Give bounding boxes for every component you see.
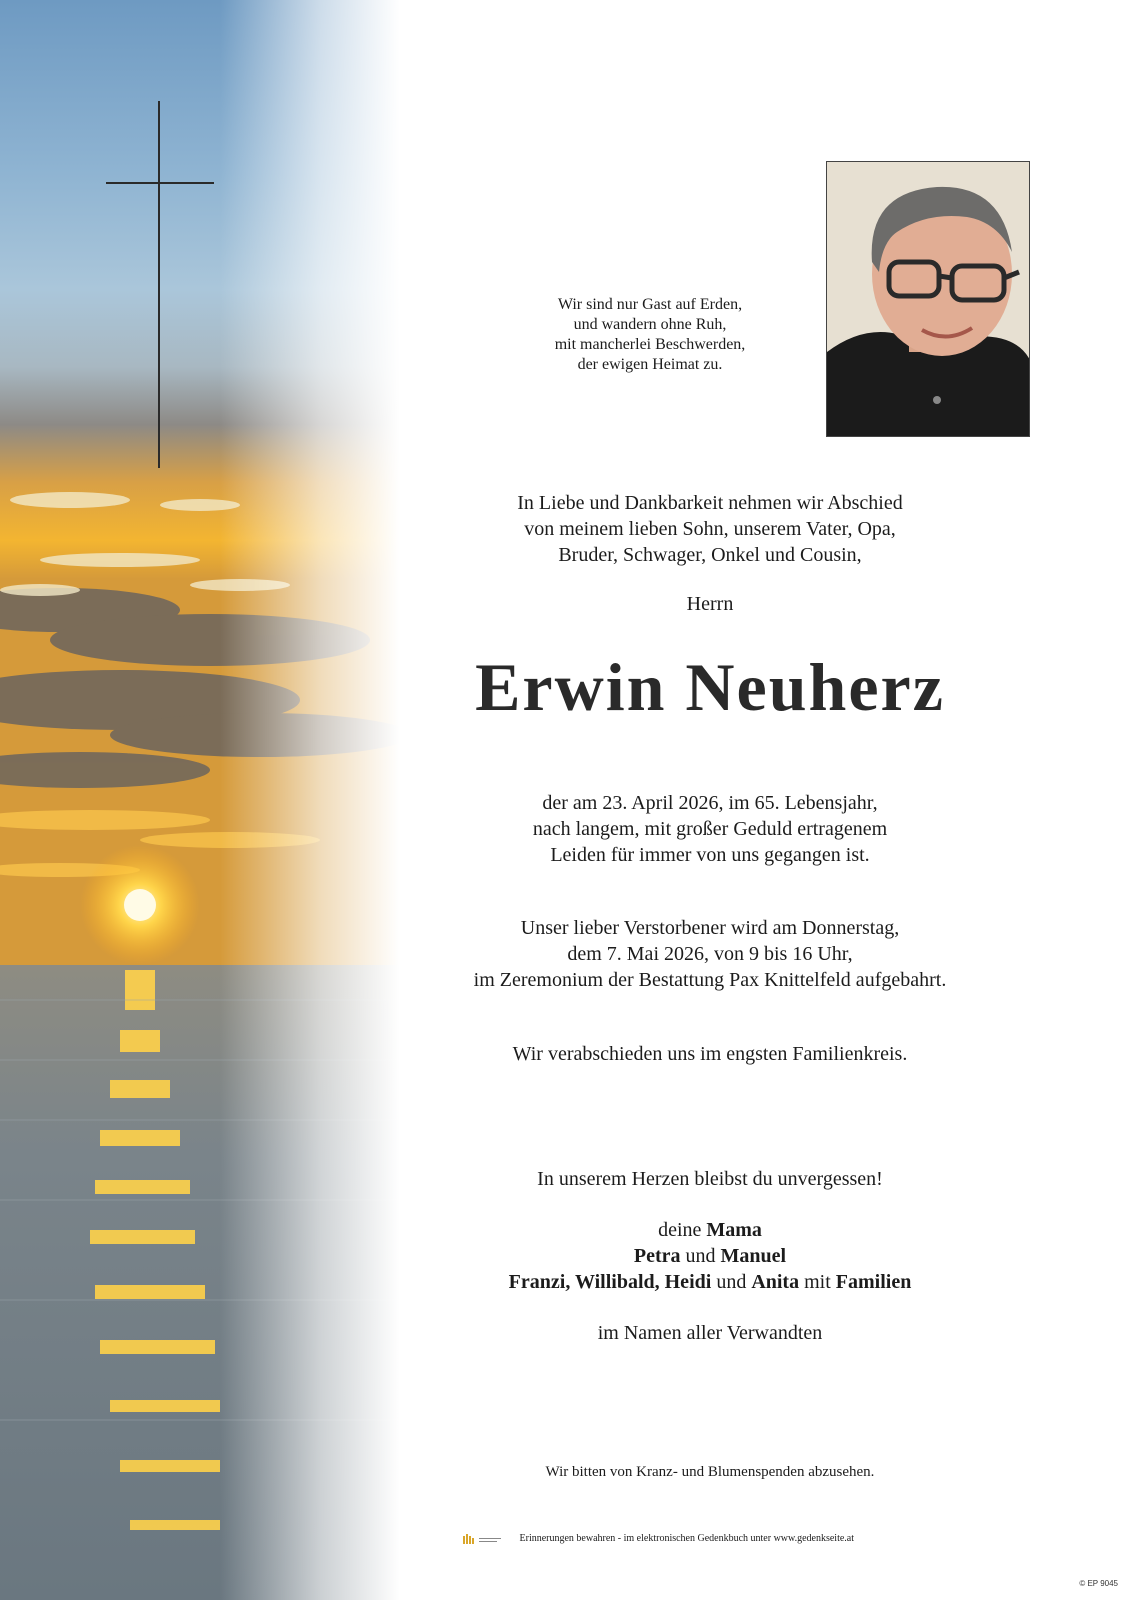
poem-line: Wir sind nur Gast auf Erden, — [557, 296, 743, 313]
sunset-sea-image — [0, 0, 400, 1600]
poem-verse — [500, 295, 800, 375]
intro-line: von meinem lieben Sohn, unserem Vater, Opa, — [524, 518, 896, 540]
footer-text: Erinnerungen bewahren - im elektronischen Gedenkbuch unter www.gedenkseite.at — [519, 1533, 855, 1544]
mourner-connector: und — [680, 1245, 721, 1267]
portrait-photo — [826, 161, 1030, 437]
death-line: nach langem, mit großer Geduld ertragenem — [532, 818, 888, 840]
mourner-line — [420, 1243, 1000, 1269]
mourner-line — [420, 1217, 1000, 1243]
poem-line: und wandern ohne Ruh, — [573, 316, 727, 333]
death-line: Leiden für immer von uns gegangen ist. — [550, 844, 870, 866]
farewell-text: Wir verabschieden uns im engsten Familienkreis. — [512, 1043, 908, 1065]
cross-icon-bar — [106, 182, 214, 184]
viewing-line: im Zeremonium der Bestattung Pax Knittelfeld aufgebahrt. — [473, 969, 947, 991]
document-code: © EP 9045 — [1079, 1579, 1118, 1588]
mourner-prefix: deine — [658, 1219, 707, 1241]
salutation: Herrn — [686, 593, 734, 615]
mourner-connector: mit — [799, 1271, 836, 1293]
remembrance-text: In unserem Herzen bleibst du unvergessen! — [537, 1168, 883, 1190]
intro-text — [450, 490, 970, 568]
viewing-line: Unser lieber Verstorbener wird am Donnerstag, — [520, 917, 900, 939]
poem-line: mit mancherlei Beschwerden, — [554, 336, 746, 353]
viewing-notice — [420, 915, 1000, 993]
mourner-name: Mama — [706, 1219, 762, 1241]
intro-line: In Liebe und Dankbarkeit nehmen wir Abschied — [517, 492, 903, 514]
mourner-connector: und — [711, 1271, 752, 1293]
mourner-name: Franzi, Willibald, Heidi — [508, 1271, 712, 1293]
image-fade-overlay — [0, 0, 400, 1600]
viewing-line: dem 7. Mai 2026, von 9 bis 16 Uhr, — [567, 943, 853, 965]
mourners-list — [420, 1217, 1000, 1295]
on-behalf-text: im Namen aller Verwandten — [597, 1322, 823, 1344]
death-line: der am 23. April 2026, im 65. Lebensjahr, — [542, 792, 878, 814]
flower-request: Wir bitten von Kranz- und Blumenspenden abzusehen. — [545, 1464, 875, 1480]
mourner-name: Familien — [835, 1271, 912, 1293]
mourner-name: Anita — [751, 1271, 800, 1293]
cross-icon — [158, 101, 160, 468]
deceased-name: Erwin Neuherz — [475, 649, 945, 725]
funeral-home-logo-icon — [463, 1533, 503, 1545]
footer — [463, 1531, 923, 1547]
mourner-name: Manuel — [720, 1245, 787, 1267]
poem-line: der ewigen Heimat zu. — [577, 356, 723, 373]
mourner-line — [420, 1269, 1000, 1295]
death-notice — [430, 790, 990, 868]
mourner-name: Petra — [633, 1245, 681, 1267]
intro-line: Bruder, Schwager, Onkel und Cousin, — [558, 544, 862, 566]
